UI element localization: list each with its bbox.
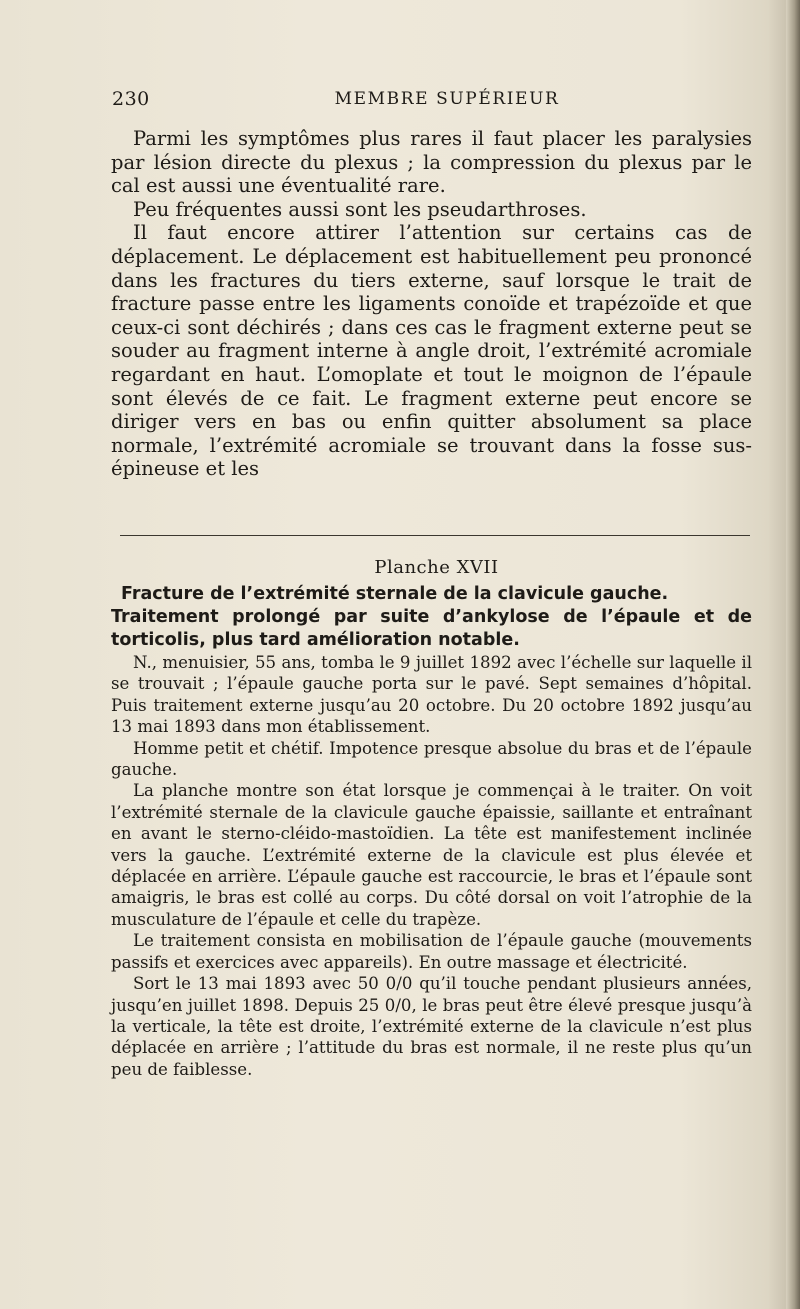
case-report xyxy=(111,652,752,1080)
case-paragraph: Sort le 13 mai 1893 avec 50 0/0 qu’il touche pendant plusieurs années, jusqu’en juillet 1898. Depuis 25 0/0, le bras peut être élevé presque jusqu’à la verticale, la tête est droite, l’extrémité externe de la clavicule n’est plus déplacée en arrière ; l’attitude du bras est normale, il ne reste plus qu’un peu de faiblesse. xyxy=(111,974,752,1079)
page-number: 230 xyxy=(112,88,150,110)
case-paragraph: Le traitement consista en mobilisation de l’épaule gauche (mouvements passifs et exercices avec appareils). En outre massage et électricité. xyxy=(111,931,752,972)
running-head: MEMBRE SUPÉRIEUR xyxy=(334,89,560,109)
case-paragraph: La planche montre son état lorsque je commençai à le traiter. On voit l’extrémité sternale de la clavicule gauche épaissie, saillante et entraînant en avant le sterno-cléido-mastoïdien. La tête est manifestement inclinée vers la gauche. L’extrémité externe de la clavicule est plus élevée et déplacée en arrière. L’épaule gauche est raccourcie, le bras et l’épaule sont amaigris, le bras est collé au corps. Du côté dorsal on voit l’atrophie de la musculature de l’épaule et celle du trapèze. xyxy=(111,781,752,929)
body-text xyxy=(111,127,752,481)
section-divider xyxy=(120,535,750,536)
case-heading xyxy=(111,583,752,652)
plate-title: Planche XVII xyxy=(374,557,499,578)
body-paragraph: Peu fréquentes aussi sont les pseudarthroses. xyxy=(133,197,587,221)
page-header xyxy=(112,88,752,114)
case-paragraph: N., menuisier, 55 ans, tomba le 9 juillet 1892 avec l’échelle sur laquelle il se trouvait ; l’épaule gauche porta sur le pavé. Sept semaines d’hôpital. Puis traitement externe jusqu’au 20 octobre. Du 20 octobre 1892 jusqu’au 13 mai 1893 dans mon établissement. xyxy=(111,653,752,737)
body-paragraph: Il faut encore attirer l’attention sur certains cas de déplacement. Le déplacement est habituellement peu prononcé dans les fractures du tiers externe, sauf lorsque le trait de fracture passe entre les ligaments conoïde et trapézoïde et que ceux-ci sont déchirés ; dans ces cas le fragment externe peut se souder au fragment interne à angle droit, l’extrémité acromiale regardant en haut. L’omoplate et tout le moignon de l’épaule sont élevés de ce fait. Le fragment externe peut encore se diriger vers en bas ou enfin quitter absolument sa place normale, l’extrémité acromiale se trouvant dans la fosse sus-épineuse et les xyxy=(111,221,752,481)
body-paragraph: Parmi les symptômes plus rares il faut placer les paralysies par lésion directe du plexus ; la compression du plexus par le cal est aussi une éventualité rare. xyxy=(111,127,752,198)
case-heading-line: Fracture de l’extrémité sternale de la clavicule gauche. xyxy=(121,584,669,604)
case-paragraph: Homme petit et chétif. Impotence presque absolue du bras et de l’épaule gauche. xyxy=(111,738,752,780)
page-edge-shadow xyxy=(786,0,800,1309)
case-heading-line: Traitement prolongé par suite d’ankylose de l’épaule et de torticolis, plus tard amélioration notable. xyxy=(111,607,752,650)
